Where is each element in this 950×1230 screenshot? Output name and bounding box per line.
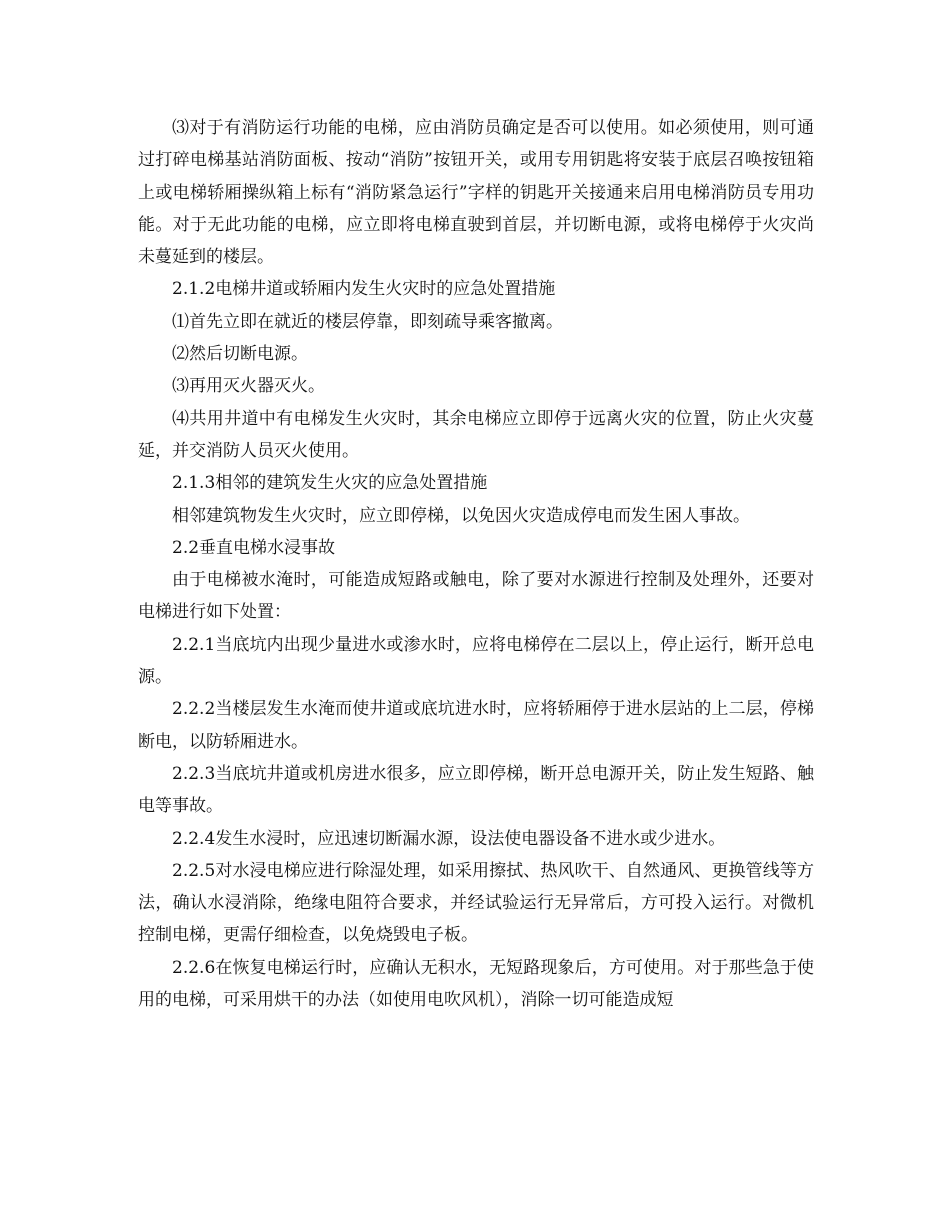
list-item-cut-power: ⑵然后切断电源。 xyxy=(172,344,308,365)
item-2-2-5: 2.2.5对水浸电梯应进行除湿处理，如采用擦拭、热风吹干、自然通风、更换管线等方法，确认水浸消除，绝缘电阻符合要求，并经试验运行无异常后，方可投入运行。对微机控制电梯，更需仔细检查，以免烧毁电子板。 xyxy=(138,860,814,946)
paragraph-adjacent-building: 相邻建筑物发生火灾时，应立即停梯，以免因火灾造成停电而发生困人事故。 xyxy=(172,505,750,526)
heading-2-1-3: 2.1.3相邻的建筑发生火灾的应急处置措施 xyxy=(172,473,488,494)
item-2-2-1: 2.2.1当底坑内出现少量进水或渗水时，应将电梯停在二层以上，停止运行，断开总电源。 xyxy=(138,634,814,688)
item-2-2-6: 2.2.6在恢复电梯运行时，应确认无积水，无短路现象后，方可使用。对于那些急于使用的电梯，可采用烘干的办法（如使用电吹风机），消除一切可能造成短 xyxy=(138,957,814,1011)
paragraph-water-intro: 由于电梯被水淹时，可能造成短路或触电，除了要对水源进行控制及处理外，还要对电梯进行如下处置： xyxy=(138,570,814,623)
list-item-stop-nearest-floor: ⑴首先立即在就近的楼层停靠，即刻疏导乘客撤离。 xyxy=(172,311,563,332)
item-2-2-3: 2.2.3当底坑井道或机房进水很多，应立即停梯，断开总电源开关，防止发生短路、触电等事故。 xyxy=(138,763,814,817)
item-2-2-2: 2.2.2当楼层发生水淹而使井道或底坑进水时，应将轿厢停于进水层站的上二层，停梯断电，以防轿厢进水。 xyxy=(138,699,814,752)
heading-2-1-2: 2.1.2电梯井道或轿厢内发生火灾时的应急处置措施 xyxy=(172,279,556,300)
paragraph-fire-service-elevator: ⑶对于有消防运行功能的电梯，应由消防员确定是否可以使用。如必须使用，则可通过打碎电梯基站消防面板、按动“消防”按钮开关，或用专用钥匙将安装于底层召唤按钮箱上或电梯轿厢操纵箱上标有“消防紧急运行”字样的钥匙开关接通来启用电梯消防员专用功能。对于无此功能的电梯，应立即将电梯直驶到首层，并切断电源，或将电梯停于火灾尚未蔓延到的楼层。 xyxy=(138,118,814,268)
list-item-extinguish: ⑶再用灭火器灭火。 xyxy=(172,376,325,397)
item-2-2-4: 2.2.4发生水浸时，应迅速切断漏水源，设法使电器设备不进水或少进水。 xyxy=(172,828,726,849)
document-page xyxy=(138,112,814,1016)
list-item-shared-shaft: ⑷共用井道中有电梯发生火灾时，其余电梯应立即停于远离火灾的位置，防止火灾蔓延，并交消防人员灭火使用。 xyxy=(138,408,814,461)
heading-2-2: 2.2垂直电梯水浸事故 xyxy=(172,537,336,558)
